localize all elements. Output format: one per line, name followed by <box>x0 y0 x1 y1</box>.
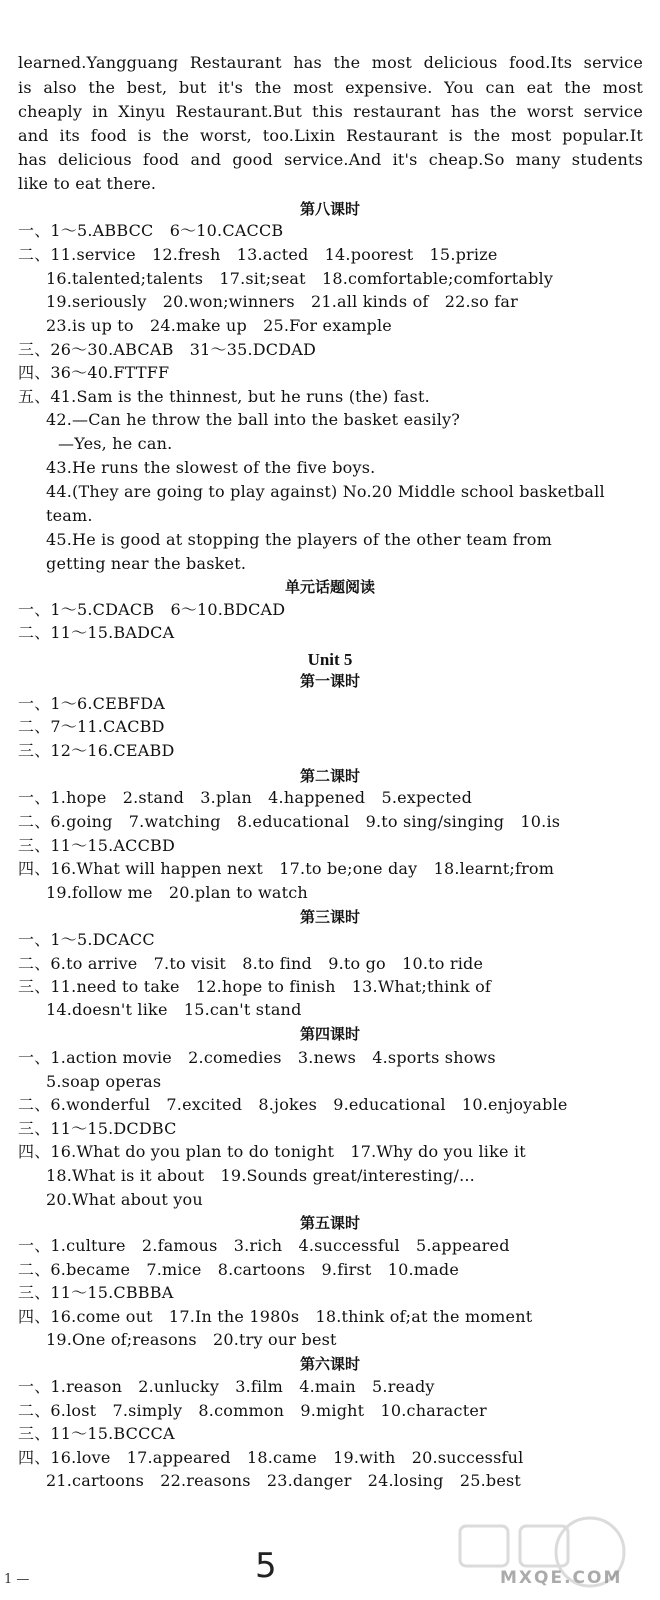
section-title: 第四课时 <box>299 1025 360 1043</box>
answer-line: 21.cartoons 22.reasons 23.danger 24.losing 25.best <box>46 1471 522 1490</box>
answer-line: 一、1.hope 2.stand 3.plan 4.happened 5.expected <box>18 788 473 807</box>
answer-line: 四、16.What will happen next 17.to be;one day 18.learnt;from <box>18 859 555 878</box>
answer-line: 二、11～15.BADCA <box>18 623 175 642</box>
section-title: 第一课时 <box>299 672 360 690</box>
answer-line: 18.What is it about 19.Sounds great/interesting/... <box>46 1166 475 1185</box>
answer-line: getting near the basket. <box>46 554 247 573</box>
answer-line: 14.doesn't like 15.can't stand <box>46 1000 302 1019</box>
answer-line: 16.talented;talents 17.sit;seat 18.comfortable;comfortably <box>46 269 554 288</box>
answer-line: 五、41.Sam is the thinnest, but he runs (the) fast. <box>18 387 430 406</box>
intro-line-5: has delicious food and good service.And it's cheap.So many students <box>18 150 643 169</box>
answer-line: 四、36～40.FTTFF <box>18 363 170 382</box>
answer-line: 三、11～15.ACCBD <box>18 836 176 855</box>
answer-line: 44.(They are going to play against) No.20 Middle school basketball <box>46 482 605 501</box>
answer-line: 二、11.service 12.fresh 13.acted 14.poorest 15.prize <box>18 245 498 264</box>
answer-line: 20.What about you <box>46 1190 203 1209</box>
answer-line: 四、16.What do you plan to do tonight 17.Why do you like it <box>18 1142 526 1161</box>
section-title: 单元话题阅读 <box>284 578 375 596</box>
answer-line: 三、11～15.DCDBC <box>18 1119 177 1138</box>
answer-line: 一、1～5.DCACC <box>18 930 155 949</box>
answer-line: 一、1.action movie 2.comedies 3.news 4.sports shows <box>18 1048 496 1067</box>
answer-line: 二、6.going 7.watching 8.educational 9.to sing/singing 10.is <box>18 812 561 831</box>
answer-line: 一、1～6.CEBFDA <box>18 694 166 713</box>
answer-line: team. <box>46 506 93 525</box>
intro-line-2: is also the best, but it's the most expensive. You can eat the most <box>18 78 643 97</box>
answer-line: 三、11～15.CBBBA <box>18 1283 174 1302</box>
answer-line: 23.is up to 24.make up 25.For example <box>46 316 392 335</box>
answer-line: 三、11～15.BCCCA <box>18 1424 175 1443</box>
page-number-mark: 5 <box>255 1546 277 1586</box>
answer-line: 19.seriously 20.won;winners 21.all kinds of 22.so far <box>46 292 519 311</box>
answer-line: 一、1.reason 2.unlucky 3.film 4.main 5.ready <box>18 1377 435 1396</box>
answer-line: 一、1.culture 2.famous 3.rich 4.successful 5.appeared <box>18 1236 510 1255</box>
section-title: 第五课时 <box>299 1214 360 1232</box>
section-title: 第二课时 <box>299 767 360 785</box>
answer-line: 二、6.to arrive 7.to visit 8.to find 9.to go 10.to ride <box>18 954 484 973</box>
answer-line: 42.—Can he throw the ball into the basket easily? <box>46 410 461 429</box>
intro-line-1: learned.Yangguang Restaurant has the most delicious food.Its service <box>18 53 643 72</box>
answer-line: 三、26～30.ABCAB 31～35.DCDAD <box>18 340 317 359</box>
answer-line: 5.soap operas <box>46 1072 162 1091</box>
watermark-text: MXQE.COM <box>500 1568 623 1588</box>
answer-line: 一、1～5.CDACB 6～10.BDCAD <box>18 600 286 619</box>
intro-line-4: and its food is the worst, too.Lixin Restaurant is the most popular.It <box>18 126 643 145</box>
watermark-box <box>460 1526 508 1566</box>
answer-line: 19.One of;reasons 20.try our best <box>46 1330 337 1349</box>
intro-line-6: like to eat there. <box>18 174 157 193</box>
section-title: 第八课时 <box>299 200 360 218</box>
answer-line: 四、16.love 17.appeared 18.came 19.with 20.successful <box>18 1448 524 1467</box>
answer-line: 二、6.became 7.mice 8.cartoons 9.first 10.made <box>18 1260 459 1279</box>
section-title: 第三课时 <box>299 908 360 926</box>
answer-line: 三、11.need to take 12.hope to finish 13.What;think of <box>18 977 492 996</box>
page-corner-mark: 1 — <box>4 1572 30 1587</box>
answer-line: 二、6.wonderful 7.excited 8.jokes 9.educational 10.enjoyable <box>18 1095 568 1114</box>
unit-title: Unit 5 <box>307 650 353 669</box>
answer-line: 19.follow me 20.plan to watch <box>46 883 308 902</box>
answer-line: 45.He is good at stopping the players of the other team from <box>46 530 552 549</box>
answer-line: 43.He runs the slowest of the five boys. <box>46 458 376 477</box>
answer-line: 二、7～11.CACBD <box>18 717 165 736</box>
answer-line: —Yes, he can. <box>58 434 173 453</box>
answer-line: 一、1～5.ABBCC 6～10.CACCB <box>18 221 284 240</box>
answer-line: 四、16.come out 17.In the 1980s 18.think of;at the moment <box>18 1307 533 1326</box>
intro-line-3: cheaply in Xinyu Restaurant.But this restaurant has the worst service <box>18 102 643 121</box>
answer-line: 三、12～16.CEABD <box>18 741 175 760</box>
answer-line: 二、6.lost 7.simply 8.common 9.might 10.character <box>18 1401 487 1420</box>
section-title: 第六课时 <box>299 1355 360 1373</box>
